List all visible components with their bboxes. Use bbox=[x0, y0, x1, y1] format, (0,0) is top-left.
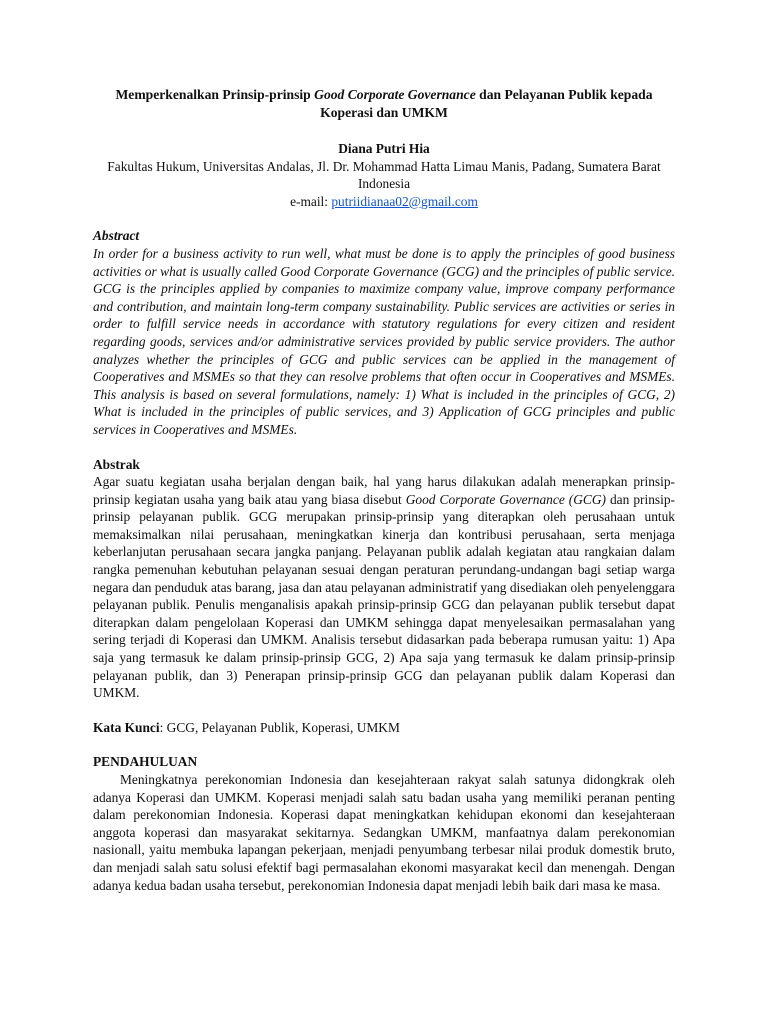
keywords-sep: : bbox=[159, 719, 167, 735]
author-name: Diana Putri Hia bbox=[338, 141, 430, 156]
abstract-en-text: In order for a business activity to run well, what must be done is to apply the principles of good business activities or what is usually called Good Corporate Governance (GCG) and the principles of public service. GCG is the principles applied by companies to maximize company value, improve company performance and contribution, and maintain long-term company sustainability. Public services are activities or series in order to fulfill service needs in accordance with statutory regulations for every citizen and resident regarding goods, services and/or administrative services provided by public service providers. The author analyzes whether the principles of GCG and public services can be applied in the management of Cooperatives and MSMEs so that they can resolve problems that often occur in Cooperatives and MSMEs. This analysis is based on several formulations, namely: 1) What is included in the principles of GCG, 2) What is included in the principles of public services, and 3) Application of GCG principles and public services in Cooperatives and MSMEs. bbox=[93, 245, 675, 437]
abstract-id-text bbox=[93, 473, 675, 702]
abstract-id-part-2: dan prinsip-prinsip pelayanan publik. GCG merupakan prinsip-prinsip yang diterapkan oleh perusahaan untuk memaksimalkan nilai perusahaan, meningkatkan kinerja dan kontribusi perusahaan, serta menjaga keberlanjutan perusahaan secara jangka panjang. Pelayanan publik adalah kegiatan atau rangkaian dalam rangka pemenuhan kebutuhan pelayanan sesuai dengan peraturan perundang-undangan bagi setiap warga negara dan penduduk atas barang, jasa dan atau pelayanan administratif yang disediakan oleh penyelenggara pelayanan publik. Penulis menganalisis apakah prinsip-prinsip GCG dan pelayanan publik tersebut dapat diterapkan dalam pengelolaan Koperasi dan UMKM sehingga dapat menyelesaikan permasalahan yang sering terjadi di Koperasi dan UMKM. Analisis tersebut didasarkan pada beberapa rumusan yaitu: 1) Apa saja yang termasuk ke dalam prinsip-prinsip GCG, 2) Apa saja yang termasuk ke dalam prinsip-prinsip pelayanan publik, dan 3) Penerapan prinsip-prinsip GCG dan pelayanan publik dalam Koperasi dan UMKM. bbox=[93, 491, 675, 701]
author-email-line bbox=[93, 193, 675, 211]
paper-title bbox=[93, 86, 675, 122]
title-part-1: Memperkenalkan Prinsip-prinsip bbox=[115, 87, 315, 102]
keywords-line bbox=[93, 719, 675, 737]
abstract-id-part-1: Agar suatu kegiatan usaha berjalan dengan baik, hal yang harus dilakukan adalah menerapkan prinsip-prinsip kegiatan usaha yang baik atau yang biasa disebut bbox=[93, 474, 675, 507]
title-italic: Good Corporate Governance bbox=[314, 87, 476, 102]
keywords-value: GCG, Pelayanan Publik, Koperasi, UMKM bbox=[166, 719, 400, 735]
email-link[interactable]: putriidianaa02@gmail.com bbox=[331, 193, 478, 209]
title-part-2: dan Pelayanan Publik kepada Koperasi dan UMKM bbox=[320, 87, 653, 120]
abstract-id-italic: Good Corporate Governance (GCG) bbox=[405, 491, 606, 507]
intro-paragraph: Meningkatnya perekonomian Indonesia dan kesejahteraan rakyat salah satunya didongkrak oleh adanya Koperasi dan UMKM. Koperasi menjadi salah satu badan usaha yang memiliki peranan penting dalam perekonomian Indonesia. Koperasi dapat meningkatkan kehidupan ekonomi dan kesejahteraan anggota koperasi dan masyarakat sekitarnya. Sedangkan UMKM, manfaatnya dalam perekonomian nasionall, yaitu membuka lapangan pekerjaan, menjadi penyumbang terbesar nilai produk domestik bruto, dan menjadi salah satu solusi efektif bagi permasalahan ekonomi masyarakat kecil dan menengah. Dengan adanya kedua badan usaha tersebut, perekonomian Indonesia dapat menjadi lebih baik dari masa ke masa. bbox=[93, 772, 675, 893]
intro-heading: PENDAHULUAN bbox=[93, 754, 198, 770]
abstract-id-heading: Abstrak bbox=[93, 456, 140, 472]
email-label: e-mail: bbox=[290, 193, 332, 209]
keywords-label: Kata Kunci bbox=[93, 719, 160, 735]
author-affiliation: Fakultas Hukum, Universitas Andalas, Jl. Dr. Mohammad Hatta Limau Manis, Padang, Sumatera Barat Indonesia bbox=[107, 158, 661, 192]
abstract-en-heading: Abstract bbox=[93, 228, 140, 244]
